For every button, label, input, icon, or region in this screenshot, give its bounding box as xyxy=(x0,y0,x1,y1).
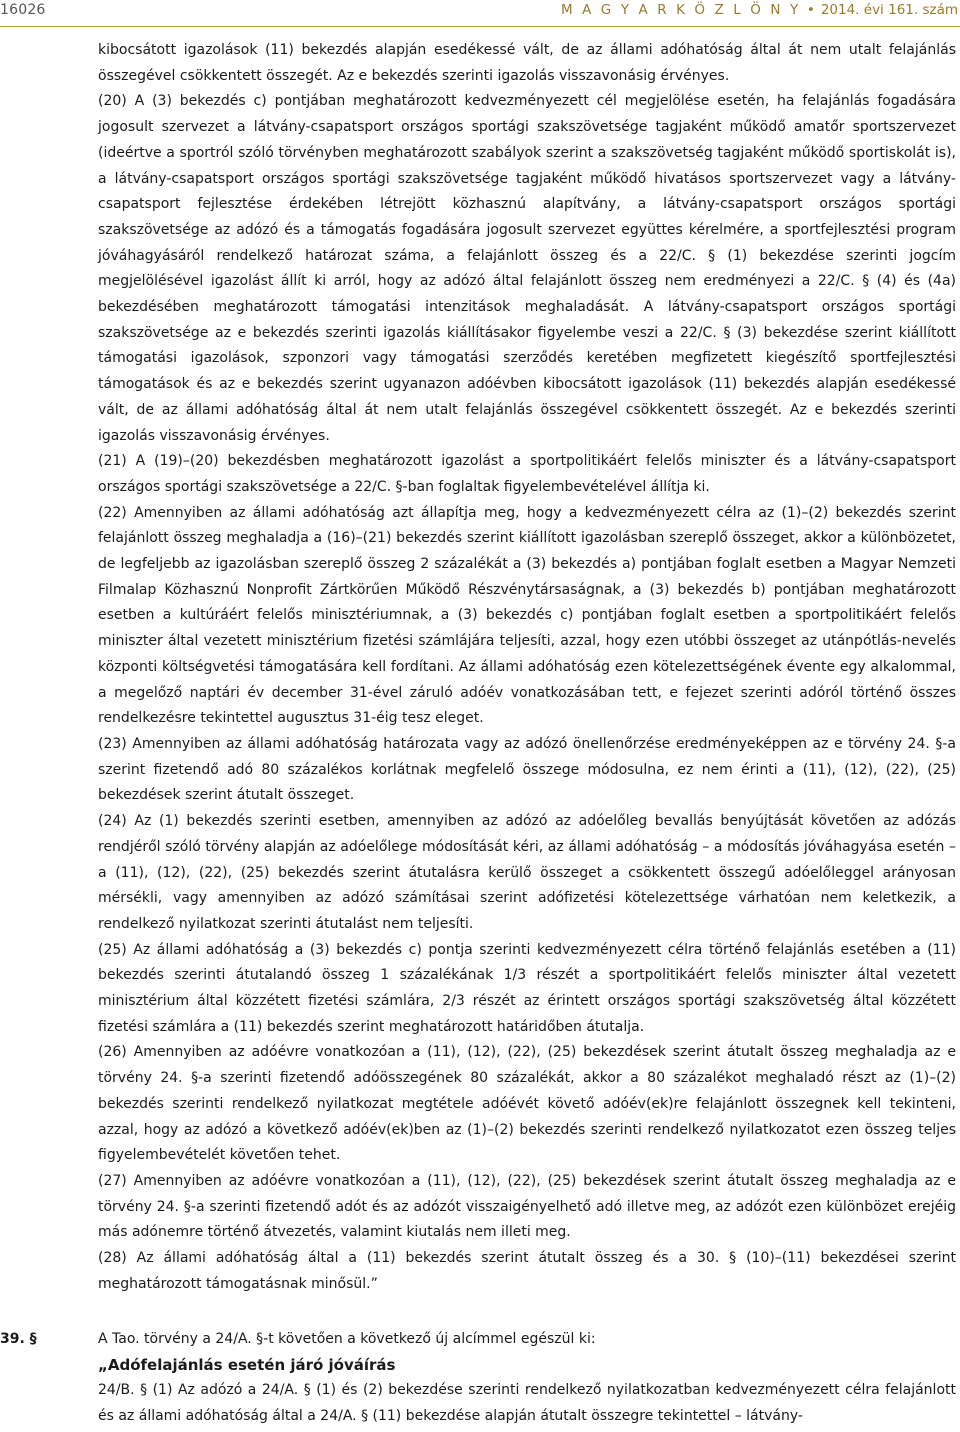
paragraph: (27) Amennyiben az adóévre vonatkozóan a (11), (12), (22), (25) bekezdések szerint átutalt összeg meghaladja az e törvény 24. §-a szerinti fizetendő adót és az adózót visszaigényelhető adó illetve meg, az adózót ezen különbözet erejéig más adónemre történő átvezetés, valamint kiutalás nem illeti meg. xyxy=(98,1172,956,1241)
page-number: 16026 xyxy=(0,2,46,18)
section-number: 39. § xyxy=(0,1331,37,1347)
journal-name: M A G Y A R K Ö Z L Ö N Y xyxy=(560,2,801,18)
issue-label: 2014. évi 161. szám xyxy=(820,2,958,18)
paragraph: (24) Az (1) bekezdés szerinti esetben, amennyiben az adózó az adóelőleg bevallás benyújtását követően az adózás rendjéről szóló törvény alapján az adóelőlege módosítását kéri, az állami adóhatóság – a módosítás jóváhagyása esetén – a (11), (12), (22), (25) bekezdés szerint átutalásra kerülő összeget a csökkentett összegű adóelőleggel arányosan mérsékli, vagy amennyiben az adózó számításai szerint adófizetési kötelezettsége várhatóan nem keletkezik, a rendelkező nyilatkozat szerinti átutalást nem teljesíti. xyxy=(98,813,956,932)
paragraph: (20) A (3) bekezdés c) pontjában meghatározott kedvezményezett cél megjelölése esetén, ha felajánlás fogadására jogosult szervezet a látvány-csapatsport országos sportági szakszövetsége tagjaként működő amatőr sportszervezet (ideértve a sportról szóló törvényben meghatározott szabályok szerint a szakszövetség tagjaként működő sportiskolát is), a látvány-csapatsport országos sportági szakszövetsége tagjaként működő hivatásos sportszervezet vagy a látvány-csapatsport fejlesztése érdekében létrejött közhasznú alapítvány, a látvány-csapatsport országos sportági szakszövetsége az adózó és a támogatás fogadására jogosult szervezet együttes kérelmére, a sportfejlesztési program jóváhagyásáról rendelkező határozat száma, a felajánlott összeg és a 22/C. § (1) bekezdése szerinti jogcím megjelölésével igazolást állít ki arról, hogy az adózó által felajánlott összeg nem eredményezi a 22/C. § (4) és (4a) bekezdésében meghatározott támogatási intenzitások meghaladását. A látvány-csapatsport országos sportági szakszövetsége az e bekezdés szerinti igazolás kiállításakor figyelembe veszi a 22/C. § (3) bekezdése szerint kiállított támogatási igazolások, szponzori vagy támogatási szerződés keretében megfizetett kiegészítő sportfejlesztési támogatások és az e bekezdés szerint ugyanazon adóévben kibocsátott igazolások (11) bekezdés alapján esedékessé vált, de az állami adóhatóság által át nem utalt felajánlás összegével csökkentett összegét. Az e bekezdés szerinti igazolás visszavonásig érvényes. xyxy=(98,93,956,444)
paragraph: kibocsátott igazolások (11) bekezdés alapján esedékessé vált, de az állami adóhatóság által át nem utalt felajánlás összegével csökkentett összegét. Az e bekezdés szerinti igazolás visszavonásig érvényes. xyxy=(98,42,956,84)
header-rule xyxy=(0,26,960,27)
page-header xyxy=(0,0,960,24)
running-head xyxy=(561,2,958,18)
subsection-title: „Adófelajánlás esetén járó jóváírás xyxy=(98,1355,396,1374)
paragraph: (21) A (19)–(20) bekezdésben meghatározott igazolást a sportpolitikáért felelős miniszter és a látvány-csapatsport országos sportági szakszövetsége a 22/C. §-ban foglaltak figyelembevételével állítja ki. xyxy=(98,453,956,495)
paragraph: (22) Amennyiben az állami adóhatóság azt állapítja meg, hogy a kedvezményezett célra az (1)–(2) bekezdés szerint felajánlott összeg meghaladja a (16)–(21) bekezdés szerint kiállított igazolásban szereplő összeget, akkor a különbözetet, de legfeljebb az igazolásban szereplő összeg 2 százalékát a (3) bekezdés a) pontjában foglalt esetben a Magyar Nemzeti Filmalap Közhasznú Nonprofit Zártkörűen Működő Részvénytársaságnak, a (3) bekezdés b) pontjában meghatározott esetben a kultúráért felelős minisztériumnak, a (3) bekezdés c) pontjában foglalt esetben a sportpolitikáért felelős miniszter által vezetett minisztérium fizetési számlájára teljesíti, azzal, hogy ezen utóbbi összeget az utánpótlás-nevelés központi költségvetési támogatására kell fordítani. Az állami adóhatóság ezen kötelezettségének évente egy alkalommal, a megelőző naptári év december 31-ével záruló adóév vonatkozásában tett, e fejezet szerinti adóról történő összes rendelkezésre tekintettel augusztus 31-éig tesz eleget. xyxy=(98,504,956,727)
paragraph: (28) Az állami adóhatóság által a (11) bekezdés szerint átutalt összeg és a 30. § (10)–(11) bekezdései szerint meghatározott támogatásnak minősül.” xyxy=(98,1250,956,1292)
paragraph: (26) Amennyiben az adóévre vonatkozóan a (11), (12), (22), (25) bekezdések szerint átutalt összeg meghaladja az e törvény 24. §-a szerinti fizetendő adóösszegének 80 százalékát, akkor a 80 százalékot meghaladó részt az (1)–(2) bekezdés szerinti rendelkező nyilatkozat megtétele adóévét követő adóév(ek)re felajánlott összegnek kell tekinteni, azzal, hogy az adózó a következő adóév(ek)ben az (1)–(2) bekezdés szerinti rendelkező nyilatkozatot ezen összeg teljes figyelembevételét követően tehet. xyxy=(98,1044,956,1164)
section-body xyxy=(98,1327,956,1430)
paragraph: (23) Amennyiben az állami adóhatóság határozata vagy az adózó önellenőrzése eredményeképpen az e törvény 24. §-a szerint fizetendő adó 80 százalékos korlátnak megfelelő összege módosulna, ez nem érinti a (11), (12), (22), (25) bekezdések szerint átutalt összeget. xyxy=(98,735,956,804)
section-text: 24/B. § (1) Az adózó a 24/A. § (1) és (2) bekezdése szerinti rendelkező nyilatkozatban kedvezményezett célra felajánlott és az állami adóhatóság által a 24/A. § (11) bekezdése alapján átutalt összegre tekintettel – látvány- xyxy=(98,1382,956,1425)
paragraph: (25) Az állami adóhatóság a (3) bekezdés c) pontja szerinti kedvezményezett célra történő felajánlás esetében a (11) bekezdés szerinti átutalandó összeg 1 százalékának 1/3 részét a sportpolitikáért felelős miniszter által vezetett minisztérium által közzétett fizetési számlára, 2/3 részét az érintett országos sportági szakszövetség által közzétett fizetési számlára a (11) bekezdés szerint meghatározott határidőben átutalja. xyxy=(98,941,956,1035)
section-intro: A Tao. törvény a 24/A. §-t követően a következő új alcímmel egészül ki: xyxy=(98,1331,596,1347)
document-body xyxy=(98,38,956,1297)
separator-dot: • xyxy=(806,2,815,18)
